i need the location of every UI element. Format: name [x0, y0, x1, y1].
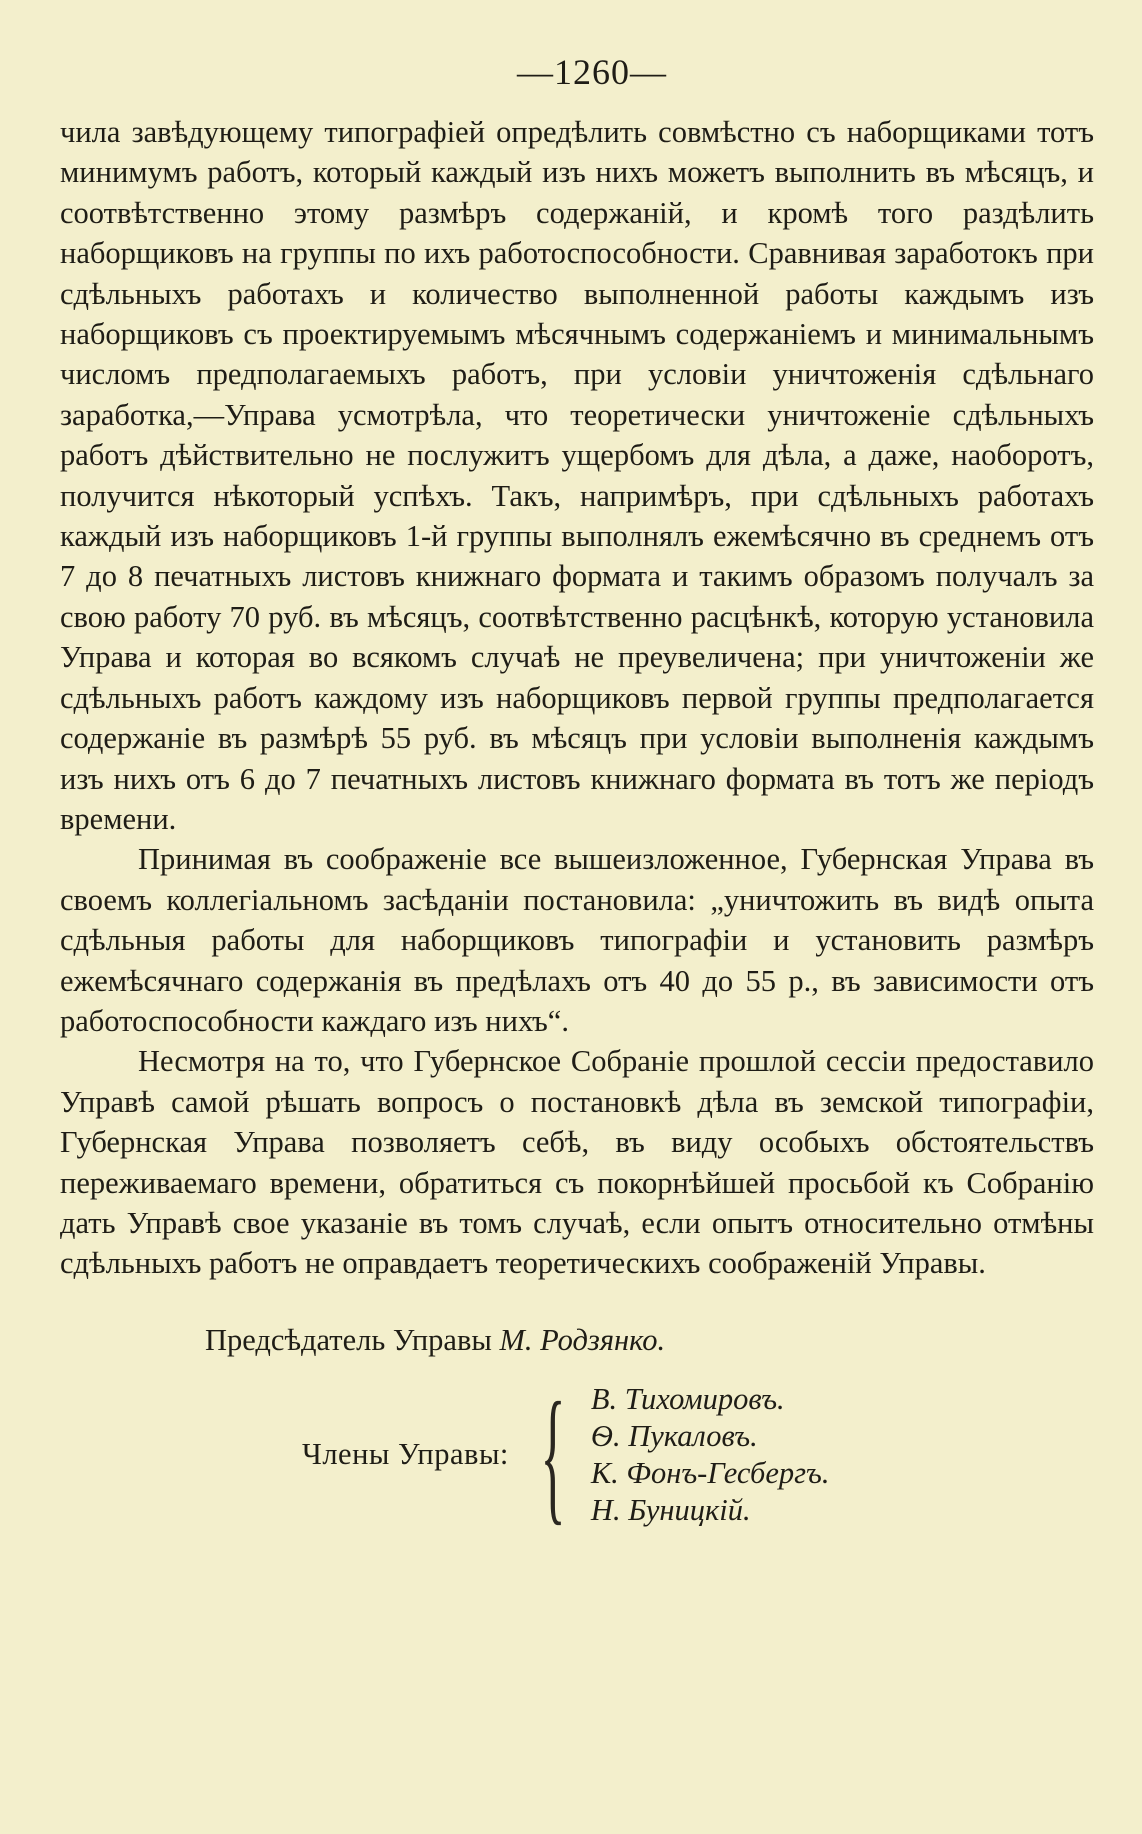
members-block	[60, 1371, 1094, 1538]
members-list	[591, 1381, 830, 1529]
paragraph-3: Несмотря на то, что Губернское Собраніе прошлой сессіи предоставило Управѣ самой рѣшать вопросъ о постановкѣ дѣла въ земской типографіи, Губернская Управа позволяетъ себѣ, въ виду особыхъ обстоятельствъ переживаемаго времени, обратиться съ покорнѣйшей просьбой къ Собранію дать Управѣ свое указаніе въ томъ случаѣ, если опытъ относительно отмѣны сдѣльныхъ работъ не оправдаетъ теоретическихъ соображеній Управы.	[60, 1044, 1094, 1281]
member-name: В. Тихомировъ.	[590, 1381, 785, 1416]
member-name: Н. Буницкій.	[590, 1492, 751, 1527]
member-name: К. Фонъ-Гесбергъ.	[590, 1455, 830, 1490]
page-number: —1260—	[517, 52, 667, 92]
members-label: Члены Управы:	[302, 1437, 509, 1472]
chairman-label: Предсѣдатель Управы	[205, 1322, 492, 1357]
left-brace-icon: {	[540, 1371, 566, 1538]
chairman-name: М. Родзянко.	[499, 1322, 666, 1357]
document-body	[60, 112, 1094, 1284]
paragraph-2: Принимая въ соображеніе все вышеизложенное, Губернская Управа въ своемъ коллегіальномъ засѣданіи постановила: „уничтожить въ видѣ опыта сдѣльныя работы для наборщиковъ типографіи и установить размѣръ ежемѣсячнаго содержанія въ предѣлахъ отъ 40 до 55 р., въ зависимости отъ работоспособности каждаго изъ нихъ“.	[60, 842, 1094, 1038]
paragraph-1: чила завѣдующему типографіей опредѣлить совмѣстно съ наборщиками тотъ минимумъ работъ, который каждый изъ нихъ можетъ выполнить въ мѣсяцъ, и соотвѣтственно этому размѣръ содержаній, и кромѣ того раздѣлить наборщиковъ на группы по ихъ работоспособности. Сравнивая заработокъ при сдѣльныхъ работахъ и количество выполненной работы каждымъ изъ наборщиковъ съ проектируемымъ мѣсячнымъ содержаніемъ и минимальнымъ числомъ предполагаемыхъ работъ, при условіи уничтоженія сдѣльнаго заработка,—Управа усмотрѣла, что теоретически уничтоженіе сдѣльныхъ работъ дѣйствительно не послужитъ ущербомъ для дѣла, а даже, наоборотъ, получится нѣкоторый успѣхъ. Такъ, напримѣръ, при сдѣльныхъ работахъ каждый изъ наборщиковъ 1-й группы выполнялъ ежемѣсячно въ среднемъ отъ 7 до 8 печатныхъ листовъ книжнаго формата и такимъ образомъ получалъ за свою работу 70 руб. въ мѣсяцъ, соотвѣтственно расцѣнкѣ, которую установила Управа и которая во всякомъ случаѣ не преувеличена; при уничтоженіи же сдѣльныхъ работъ каждому изъ наборщиковъ первой группы предполагается содержаніе въ размѣрѣ 55 руб. въ мѣсяцъ при условіи выполненія каждымъ изъ нихъ отъ 6 до 7 печатныхъ листовъ книжнаго формата въ тотъ же періодъ времени.	[60, 115, 1094, 836]
chairman-signature	[60, 1320, 1094, 1360]
member-name: Ѳ. Пукаловъ.	[590, 1418, 758, 1453]
